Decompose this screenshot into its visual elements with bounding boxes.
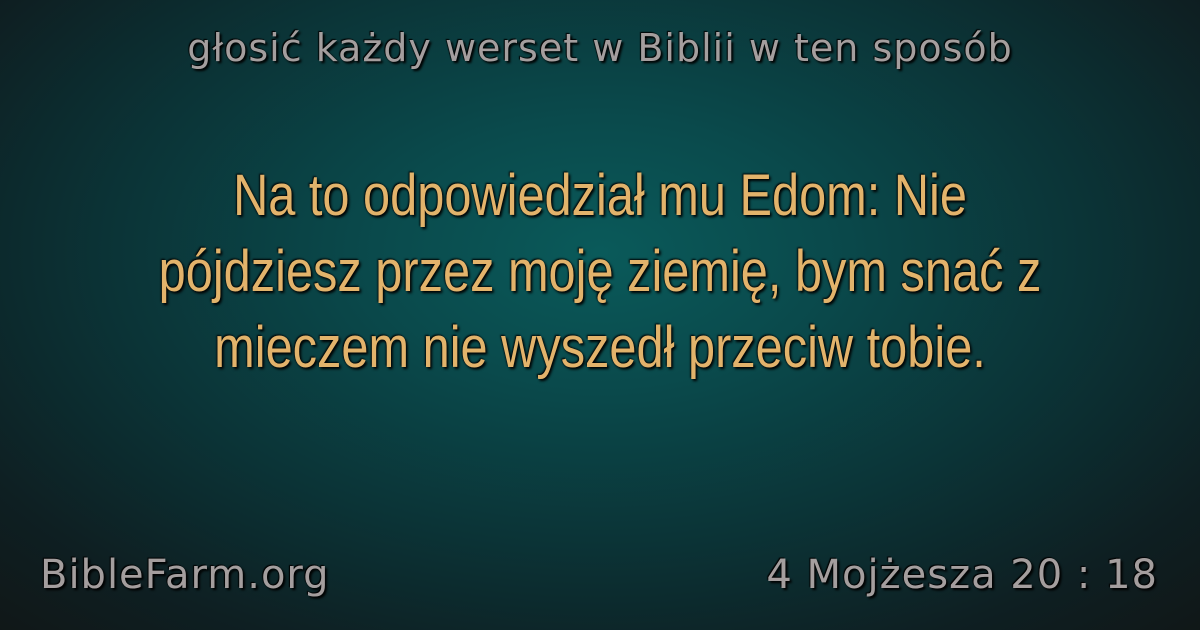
verse-reference: 4 Mojżesza 20 : 18 (766, 552, 1158, 598)
verse-text: Na to odpowiedział mu Edom: Nie pójdziesz przez moję ziemię, bym snać z mieczem nie wyszedł przeciw tobie. (158, 163, 1042, 380)
site-name: BibleFarm.org (40, 552, 330, 598)
tagline: głosić każdy werset w Biblii w ten sposób (187, 26, 1013, 70)
